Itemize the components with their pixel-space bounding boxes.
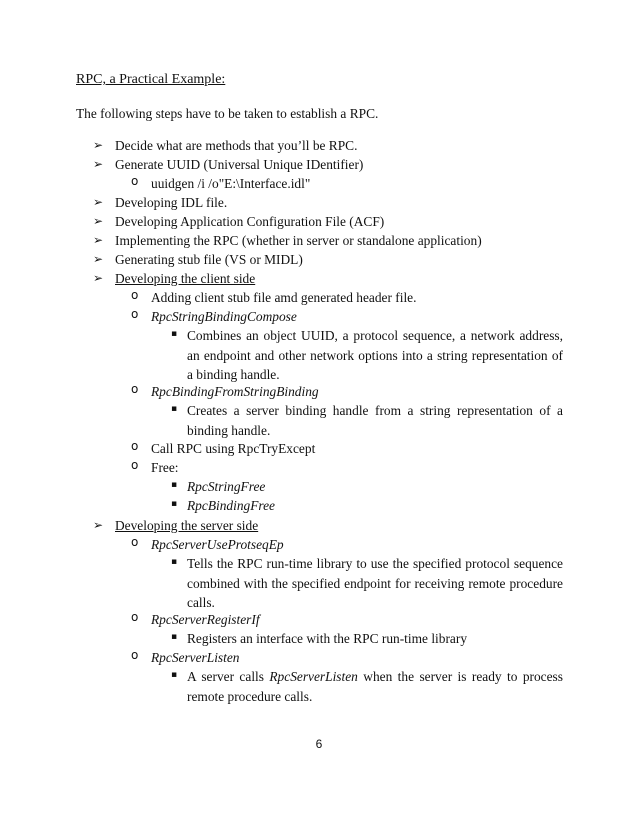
- circle-bullet-icon: o: [131, 610, 139, 624]
- arrow-bullet-icon: ➢: [93, 233, 104, 247]
- arrow-bullet-icon: ➢: [93, 271, 104, 285]
- list-item: Implementing the RPC (whether in server or standalone application): [115, 233, 482, 248]
- intro-text: The following steps have to be taken to establish a RPC.: [76, 106, 379, 121]
- list-item: Adding client stub file amd generated header file.: [151, 290, 417, 305]
- list-item: Generate UUID (Universal Unique IDentifier): [115, 157, 364, 172]
- page-number: 6: [315, 737, 323, 751]
- list-item: [187, 667, 563, 706]
- list-item: Registers an interface with the RPC run-time library: [187, 631, 468, 646]
- list-item: Creates a server binding handle from a string representation of a binding handle.: [187, 403, 563, 438]
- circle-bullet-icon: o: [131, 288, 139, 302]
- list-item: RpcStringBindingCompose: [151, 309, 297, 324]
- list-item: uuidgen /i /o"E:\Interface.idl": [151, 176, 311, 191]
- circle-bullet-icon: o: [131, 648, 139, 662]
- circle-bullet-icon: o: [131, 174, 139, 188]
- list-item: Developing the server side: [115, 518, 259, 533]
- square-bullet-icon: ▪: [171, 557, 178, 567]
- arrow-bullet-icon: ➢: [93, 252, 104, 266]
- list-item: RpcStringFree: [187, 479, 266, 494]
- list-item: Developing Application Configuration File (ACF): [115, 214, 385, 229]
- circle-bullet-icon: o: [131, 307, 139, 321]
- page-heading: RPC, a Practical Example:: [76, 72, 226, 87]
- listen-desc-pre: A server calls: [187, 669, 270, 684]
- list-item: Generating stub file (VS or MIDL): [115, 252, 303, 267]
- listen-desc-post: when the server is ready to process remote procedure calls.: [187, 669, 563, 704]
- square-bullet-icon: ▪: [171, 329, 178, 339]
- arrow-bullet-icon: ➢: [93, 518, 104, 532]
- arrow-bullet-icon: ➢: [93, 138, 104, 152]
- listen-desc-fn: RpcServerListen: [269, 669, 358, 684]
- arrow-bullet-icon: ➢: [93, 157, 104, 171]
- list-item: RpcServerListen: [151, 650, 240, 665]
- square-bullet-icon: ▪: [171, 404, 178, 414]
- list-item: Developing the client side: [115, 271, 256, 286]
- list-item: RpcServerRegisterIf: [151, 612, 260, 627]
- circle-bullet-icon: o: [131, 439, 139, 453]
- list-item: RpcBindingFree: [187, 498, 275, 513]
- arrow-bullet-icon: ➢: [93, 214, 104, 228]
- list-item: Combines an object UUID, a protocol sequence, a network address, an endpoint and other network options into a string representation of a binding handle.: [187, 328, 563, 382]
- list-item: Developing IDL file.: [115, 195, 228, 210]
- square-bullet-icon: ▪: [171, 480, 178, 490]
- list-item: Free:: [151, 460, 179, 475]
- square-bullet-icon: ▪: [171, 670, 178, 680]
- arrow-bullet-icon: ➢: [93, 195, 104, 209]
- square-bullet-icon: ▪: [171, 632, 178, 642]
- list-item: Decide what are methods that you’ll be RPC.: [115, 138, 358, 153]
- circle-bullet-icon: o: [131, 382, 139, 396]
- square-bullet-icon: ▪: [171, 499, 178, 509]
- list-item: Tells the RPC run-time library to use the specified protocol sequence combined with the specified endpoint for receiving remote procedure calls.: [187, 556, 563, 610]
- list-item: Call RPC using RpcTryExcept: [151, 441, 316, 456]
- list-item: RpcBindingFromStringBinding: [151, 384, 319, 399]
- list-item: RpcServerUseProtseqEp: [151, 537, 284, 552]
- circle-bullet-icon: o: [131, 458, 139, 472]
- circle-bullet-icon: o: [131, 535, 139, 549]
